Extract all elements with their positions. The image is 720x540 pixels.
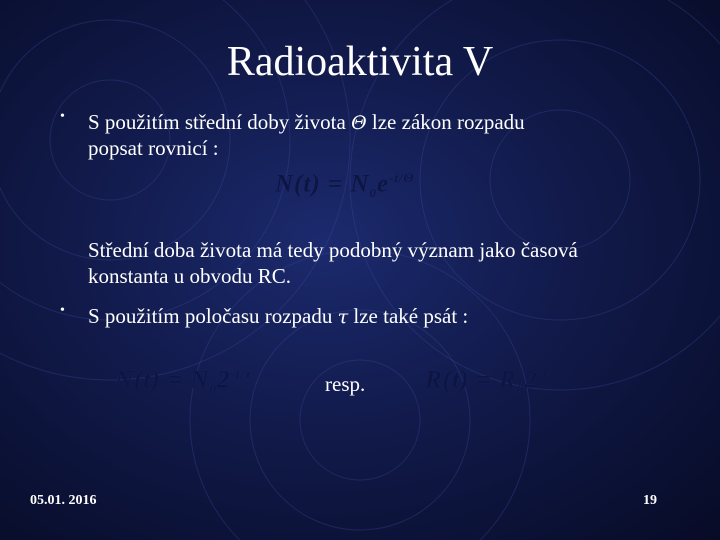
paragraph-line1: Střední doba života má tedy podobný význam jako časová xyxy=(88,238,578,262)
bullet-marker: • xyxy=(60,303,65,318)
resp-label: resp. xyxy=(325,372,366,396)
bullet2-text-pre: S použitím poločasu rozpadu xyxy=(88,304,338,328)
formula1-exp-base: e xyxy=(376,170,390,198)
formula2-exp-base: 2 xyxy=(216,366,231,394)
bullet-marker: • xyxy=(60,109,65,124)
formula3-eq: = xyxy=(469,366,500,394)
formula-decay-theta xyxy=(275,170,415,201)
page-number: 19 xyxy=(643,493,657,508)
bullet2-line1 xyxy=(88,303,468,330)
formula3-sup: -t/τ xyxy=(537,366,560,381)
bullet1-text-pre: S použitím střední doby života xyxy=(88,110,352,134)
footer-date: 05.01. 2016 xyxy=(30,493,97,508)
formula3-exp-base: 2 xyxy=(524,366,538,394)
formula3-base: R xyxy=(499,366,517,394)
formula2-sub: 0 xyxy=(209,381,217,397)
formula3-sub: 0 xyxy=(516,381,525,397)
slide-title: Radioaktivita V xyxy=(226,39,494,85)
formula2-eq: = xyxy=(160,366,191,394)
formula1-sub: 0 xyxy=(369,185,377,201)
bullet2-text-post: lze také psát : xyxy=(348,304,469,328)
bullet1-text-post: lze zákon rozpadu xyxy=(366,110,525,134)
formula3-lhs: R(t) xyxy=(425,366,470,394)
bullet1-line2: popsat rovnicí : xyxy=(88,136,219,160)
formula1-lhs: N(t) xyxy=(275,170,321,198)
tau-symbol: τ xyxy=(337,306,349,328)
formula1-eq: = xyxy=(320,170,351,198)
theta-symbol: Θ xyxy=(351,112,367,134)
formula1-sup: -t/Θ xyxy=(389,170,415,185)
formula2-sup: -t/τ xyxy=(230,366,252,381)
paragraph-line2: konstanta u obvodu RC. xyxy=(88,264,291,288)
formula2-lhs: N(t) xyxy=(115,366,161,394)
formula-decay-tau-n xyxy=(115,366,252,397)
formula1-base: N xyxy=(350,170,370,198)
formula2-base: N xyxy=(190,366,210,394)
formula-decay-tau-r xyxy=(425,366,559,397)
bullet1-line1 xyxy=(88,109,525,136)
